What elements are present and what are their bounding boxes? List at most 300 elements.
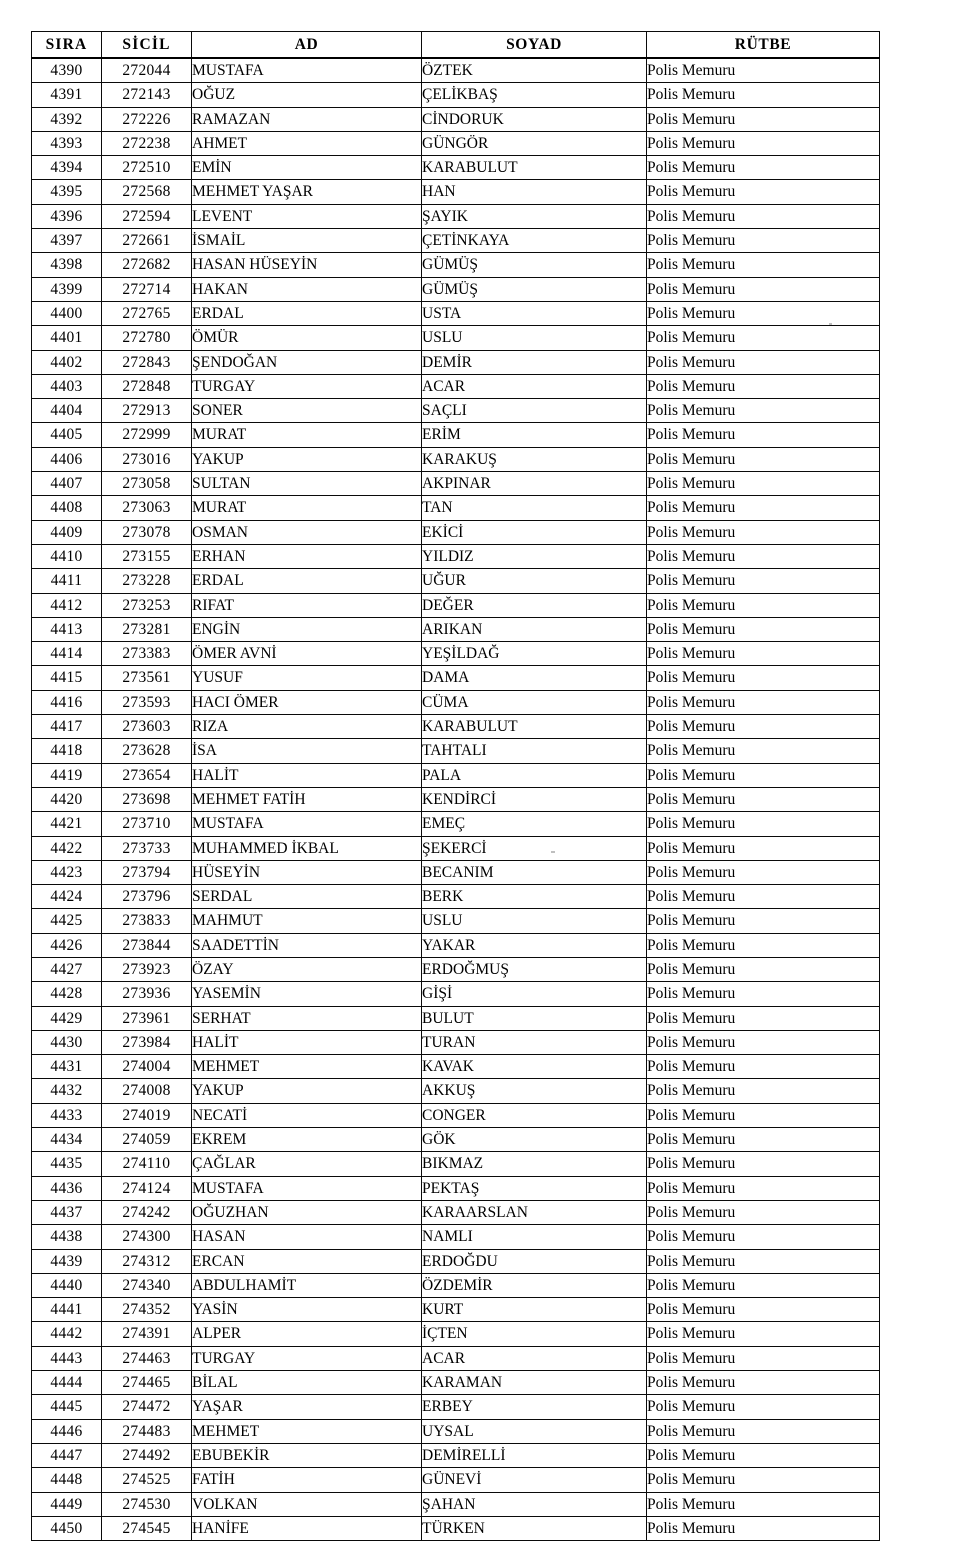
cell-sicil: 273281 xyxy=(102,617,192,641)
cell-sicil: 273733 xyxy=(102,836,192,860)
cell-sira: 4443 xyxy=(32,1346,102,1370)
cell-soyad: ÇETİNKAYA xyxy=(422,229,647,253)
cell-sicil: 273593 xyxy=(102,690,192,714)
table-row xyxy=(32,739,880,763)
cell-rutbe: Polis Memuru xyxy=(647,1200,880,1224)
cell-sira: 4430 xyxy=(32,1030,102,1054)
cell-ad: MUSTAFA xyxy=(192,812,422,836)
cell-sicil: 273844 xyxy=(102,933,192,957)
cell-ad: MEHMET YAŞAR xyxy=(192,180,422,204)
cell-sira: 4429 xyxy=(32,1006,102,1030)
cell-sira: 4405 xyxy=(32,423,102,447)
cell-soyad: ERBEY xyxy=(422,1395,647,1419)
cell-sira: 4422 xyxy=(32,836,102,860)
cell-sira: 4436 xyxy=(32,1176,102,1200)
cell-ad: EMİN xyxy=(192,156,422,180)
cell-ad: OSMAN xyxy=(192,520,422,544)
cell-sicil: 272044 xyxy=(102,58,192,83)
cell-rutbe: Polis Memuru xyxy=(647,836,880,860)
table-row xyxy=(32,301,880,325)
cell-rutbe: Polis Memuru xyxy=(647,1152,880,1176)
cell-ad: MUSTAFA xyxy=(192,58,422,83)
table-row xyxy=(32,350,880,374)
cell-rutbe: Polis Memuru xyxy=(647,1079,880,1103)
cell-rutbe: Polis Memuru xyxy=(647,301,880,325)
cell-sicil: 273833 xyxy=(102,909,192,933)
cell-rutbe: Polis Memuru xyxy=(647,1273,880,1297)
cell-rutbe: Polis Memuru xyxy=(647,593,880,617)
cell-rutbe: Polis Memuru xyxy=(647,1030,880,1054)
table-row xyxy=(32,447,880,471)
cell-ad: ERHAN xyxy=(192,544,422,568)
cell-sira: 4440 xyxy=(32,1273,102,1297)
cell-soyad: ŞEKERCİ xyxy=(422,836,647,860)
cell-soyad: ÇELİKBAŞ xyxy=(422,83,647,107)
column-header-sira: SIRA xyxy=(32,32,102,59)
cell-soyad: SAÇLI xyxy=(422,399,647,423)
cell-soyad: USTA xyxy=(422,301,647,325)
cell-soyad: GÖK xyxy=(422,1128,647,1152)
cell-soyad: YEŞİLDAĞ xyxy=(422,642,647,666)
cell-sicil: 272682 xyxy=(102,253,192,277)
table-row xyxy=(32,156,880,180)
cell-sicil: 272765 xyxy=(102,301,192,325)
cell-sicil: 273710 xyxy=(102,812,192,836)
cell-rutbe: Polis Memuru xyxy=(647,690,880,714)
cell-ad: HASAN xyxy=(192,1225,422,1249)
cell-sira: 4403 xyxy=(32,374,102,398)
cell-rutbe: Polis Memuru xyxy=(647,763,880,787)
cell-rutbe: Polis Memuru xyxy=(647,860,880,884)
table-row xyxy=(32,1273,880,1297)
cell-soyad: GİŞİ xyxy=(422,982,647,1006)
cell-rutbe: Polis Memuru xyxy=(647,1103,880,1127)
cell-rutbe: Polis Memuru xyxy=(647,156,880,180)
cell-sira: 4392 xyxy=(32,107,102,131)
cell-rutbe: Polis Memuru xyxy=(647,812,880,836)
cell-sira: 4404 xyxy=(32,399,102,423)
cell-sira: 4409 xyxy=(32,520,102,544)
cell-ad: FATİH xyxy=(192,1468,422,1492)
cell-sira: 4411 xyxy=(32,569,102,593)
cell-ad: HAKAN xyxy=(192,277,422,301)
cell-rutbe: Polis Memuru xyxy=(647,569,880,593)
cell-rutbe: Polis Memuru xyxy=(647,1516,880,1540)
cell-sira: 4416 xyxy=(32,690,102,714)
cell-sira: 4445 xyxy=(32,1395,102,1419)
cell-soyad: ACAR xyxy=(422,374,647,398)
cell-soyad: İÇTEN xyxy=(422,1322,647,1346)
cell-ad: MUSTAFA xyxy=(192,1176,422,1200)
cell-rutbe: Polis Memuru xyxy=(647,1322,880,1346)
table-row xyxy=(32,131,880,155)
cell-rutbe: Polis Memuru xyxy=(647,1443,880,1467)
cell-sira: 4406 xyxy=(32,447,102,471)
cell-ad: ABDULHAMİT xyxy=(192,1273,422,1297)
cell-sicil: 274465 xyxy=(102,1371,192,1395)
cell-sicil: 273228 xyxy=(102,569,192,593)
cell-rutbe: Polis Memuru xyxy=(647,1055,880,1079)
cell-sicil: 272848 xyxy=(102,374,192,398)
cell-ad: SAADETTİN xyxy=(192,933,422,957)
table-row xyxy=(32,715,880,739)
table-row xyxy=(32,1030,880,1054)
cell-sicil: 272999 xyxy=(102,423,192,447)
table-header xyxy=(32,32,880,59)
cell-sira: 4423 xyxy=(32,860,102,884)
cell-sicil: 273796 xyxy=(102,885,192,909)
cell-sicil: 274545 xyxy=(102,1516,192,1540)
cell-ad: SULTAN xyxy=(192,472,422,496)
table-row xyxy=(32,957,880,981)
cell-sira: 4425 xyxy=(32,909,102,933)
table-row xyxy=(32,1152,880,1176)
cell-sicil: 272780 xyxy=(102,326,192,350)
table-row xyxy=(32,423,880,447)
cell-rutbe: Polis Memuru xyxy=(647,715,880,739)
cell-soyad: AKKUŞ xyxy=(422,1079,647,1103)
cell-rutbe: Polis Memuru xyxy=(647,982,880,1006)
cell-ad: HACI ÖMER xyxy=(192,690,422,714)
cell-sira: 4413 xyxy=(32,617,102,641)
cell-sira: 4412 xyxy=(32,593,102,617)
cell-ad: ERCAN xyxy=(192,1249,422,1273)
cell-rutbe: Polis Memuru xyxy=(647,399,880,423)
cell-rutbe: Polis Memuru xyxy=(647,642,880,666)
cell-rutbe: Polis Memuru xyxy=(647,1176,880,1200)
cell-sira: 4450 xyxy=(32,1516,102,1540)
cell-rutbe: Polis Memuru xyxy=(647,1419,880,1443)
cell-soyad: DEMİRELLİ xyxy=(422,1443,647,1467)
cell-ad: ENGİN xyxy=(192,617,422,641)
cell-sira: 4424 xyxy=(32,885,102,909)
cell-sira: 4418 xyxy=(32,739,102,763)
cell-soyad: ŞAHAN xyxy=(422,1492,647,1516)
cell-soyad: YILDIZ xyxy=(422,544,647,568)
cell-sicil: 274492 xyxy=(102,1443,192,1467)
cell-sicil: 274019 xyxy=(102,1103,192,1127)
cell-ad: OĞUZ xyxy=(192,83,422,107)
cell-soyad: TAN xyxy=(422,496,647,520)
cell-sira: 4399 xyxy=(32,277,102,301)
cell-soyad: KAVAK xyxy=(422,1055,647,1079)
cell-ad: YAŞAR xyxy=(192,1395,422,1419)
cell-ad: HALİT xyxy=(192,763,422,787)
cell-ad: YASİN xyxy=(192,1298,422,1322)
cell-sicil: 273561 xyxy=(102,666,192,690)
table-row xyxy=(32,933,880,957)
cell-sira: 4402 xyxy=(32,350,102,374)
cell-sicil: 273794 xyxy=(102,860,192,884)
cell-sicil: 272568 xyxy=(102,180,192,204)
cell-sira: 4449 xyxy=(32,1492,102,1516)
cell-soyad: KURT xyxy=(422,1298,647,1322)
cell-ad: SERDAL xyxy=(192,885,422,909)
table-row xyxy=(32,1055,880,1079)
column-header-rutbe: RÜTBE xyxy=(647,32,880,59)
cell-sira: 4441 xyxy=(32,1298,102,1322)
cell-sicil: 273063 xyxy=(102,496,192,520)
cell-ad: ERDAL xyxy=(192,569,422,593)
cell-sicil: 274352 xyxy=(102,1298,192,1322)
cell-sira: 4427 xyxy=(32,957,102,981)
table-row xyxy=(32,253,880,277)
table-row xyxy=(32,1516,880,1540)
cell-sira: 4432 xyxy=(32,1079,102,1103)
cell-ad: RIZA xyxy=(192,715,422,739)
cell-ad: YASEMİN xyxy=(192,982,422,1006)
cell-sira: 4390 xyxy=(32,58,102,83)
cell-sira: 4421 xyxy=(32,812,102,836)
table-row xyxy=(32,496,880,520)
cell-ad: SONER xyxy=(192,399,422,423)
cell-sicil: 273078 xyxy=(102,520,192,544)
cell-ad: İSMAİL xyxy=(192,229,422,253)
cell-sira: 4398 xyxy=(32,253,102,277)
cell-sicil: 274525 xyxy=(102,1468,192,1492)
cell-sira: 4420 xyxy=(32,787,102,811)
cell-ad: VOLKAN xyxy=(192,1492,422,1516)
cell-sira: 4431 xyxy=(32,1055,102,1079)
table-row xyxy=(32,690,880,714)
cell-sira: 4414 xyxy=(32,642,102,666)
cell-sira: 4438 xyxy=(32,1225,102,1249)
cell-rutbe: Polis Memuru xyxy=(647,83,880,107)
table-row xyxy=(32,1346,880,1370)
cell-soyad: GÜMÜŞ xyxy=(422,277,647,301)
cell-ad: SERHAT xyxy=(192,1006,422,1030)
cell-rutbe: Polis Memuru xyxy=(647,909,880,933)
cell-soyad: YAKAR xyxy=(422,933,647,957)
cell-sira: 4401 xyxy=(32,326,102,350)
cell-rutbe: Polis Memuru xyxy=(647,885,880,909)
cell-rutbe: Polis Memuru xyxy=(647,544,880,568)
column-header-sicil: SİCİL xyxy=(102,32,192,59)
cell-soyad: ARIKAN xyxy=(422,617,647,641)
table-row xyxy=(32,666,880,690)
cell-ad: İSA xyxy=(192,739,422,763)
cell-sicil: 272714 xyxy=(102,277,192,301)
cell-sicil: 273628 xyxy=(102,739,192,763)
cell-ad: NECATİ xyxy=(192,1103,422,1127)
cell-rutbe: Polis Memuru xyxy=(647,253,880,277)
cell-sira: 4434 xyxy=(32,1128,102,1152)
table-row xyxy=(32,1128,880,1152)
table-container xyxy=(31,31,879,1541)
cell-sicil: 273984 xyxy=(102,1030,192,1054)
cell-soyad: ERDOĞMUŞ xyxy=(422,957,647,981)
cell-rutbe: Polis Memuru xyxy=(647,666,880,690)
cell-sicil: 273603 xyxy=(102,715,192,739)
cell-sira: 4415 xyxy=(32,666,102,690)
table-row xyxy=(32,277,880,301)
cell-soyad: BIKMAZ xyxy=(422,1152,647,1176)
cell-soyad: ACAR xyxy=(422,1346,647,1370)
cell-ad: MAHMUT xyxy=(192,909,422,933)
cell-rutbe: Polis Memuru xyxy=(647,326,880,350)
cell-ad: MUHAMMED İKBAL xyxy=(192,836,422,860)
cell-sicil: 273698 xyxy=(102,787,192,811)
table-row xyxy=(32,204,880,228)
cell-ad: RAMAZAN xyxy=(192,107,422,131)
cell-soyad: TURAN xyxy=(422,1030,647,1054)
cell-ad: TURGAY xyxy=(192,374,422,398)
cell-ad: HASAN HÜSEYİN xyxy=(192,253,422,277)
table-row xyxy=(32,399,880,423)
column-header-soyad: SOYAD xyxy=(422,32,647,59)
cell-sicil: 274340 xyxy=(102,1273,192,1297)
cell-ad: BİLAL xyxy=(192,1371,422,1395)
cell-sicil: 273936 xyxy=(102,982,192,1006)
cell-ad: ÖMER AVNİ xyxy=(192,642,422,666)
cell-ad: TURGAY xyxy=(192,1346,422,1370)
table-row xyxy=(32,812,880,836)
cell-rutbe: Polis Memuru xyxy=(647,180,880,204)
table-row xyxy=(32,1322,880,1346)
table-body xyxy=(32,58,880,1541)
cell-ad: YAKUP xyxy=(192,1079,422,1103)
table-row xyxy=(32,1249,880,1273)
cell-sira: 4394 xyxy=(32,156,102,180)
table-row xyxy=(32,229,880,253)
header-row xyxy=(32,32,880,59)
cell-sicil: 272843 xyxy=(102,350,192,374)
cell-rutbe: Polis Memuru xyxy=(647,520,880,544)
cell-rutbe: Polis Memuru xyxy=(647,350,880,374)
table-row xyxy=(32,763,880,787)
cell-soyad: DEMİR xyxy=(422,350,647,374)
cell-ad: MURAT xyxy=(192,423,422,447)
cell-sicil: 273961 xyxy=(102,1006,192,1030)
cell-sicil: 274312 xyxy=(102,1249,192,1273)
cell-sicil: 274530 xyxy=(102,1492,192,1516)
cell-ad: MEHMET xyxy=(192,1419,422,1443)
cell-soyad: KARAARSLAN xyxy=(422,1200,647,1224)
cell-ad: EKREM xyxy=(192,1128,422,1152)
cell-ad: AHMET xyxy=(192,131,422,155)
cell-sicil: 274300 xyxy=(102,1225,192,1249)
table-row xyxy=(32,1443,880,1467)
cell-soyad: ÖZTEK xyxy=(422,58,647,83)
cell-ad: ÖZAY xyxy=(192,957,422,981)
cell-soyad: TÜRKEN xyxy=(422,1516,647,1540)
cell-soyad: DAMA xyxy=(422,666,647,690)
personnel-roster-table xyxy=(31,31,880,1541)
table-row xyxy=(32,1006,880,1030)
cell-soyad: BECANIM xyxy=(422,860,647,884)
cell-sicil: 273923 xyxy=(102,957,192,981)
cell-rutbe: Polis Memuru xyxy=(647,204,880,228)
cell-sira: 4407 xyxy=(32,472,102,496)
table-row xyxy=(32,83,880,107)
table-row xyxy=(32,1225,880,1249)
cell-soyad: KARAKUŞ xyxy=(422,447,647,471)
cell-sira: 4439 xyxy=(32,1249,102,1273)
column-header-ad: AD xyxy=(192,32,422,59)
cell-ad: YAKUP xyxy=(192,447,422,471)
cell-sira: 4446 xyxy=(32,1419,102,1443)
cell-sicil: 272238 xyxy=(102,131,192,155)
table-row xyxy=(32,885,880,909)
cell-rutbe: Polis Memuru xyxy=(647,107,880,131)
cell-sira: 4408 xyxy=(32,496,102,520)
cell-soyad: EMEÇ xyxy=(422,812,647,836)
cell-rutbe: Polis Memuru xyxy=(647,496,880,520)
cell-sira: 4417 xyxy=(32,715,102,739)
cell-rutbe: Polis Memuru xyxy=(647,1298,880,1322)
table-row xyxy=(32,1371,880,1395)
cell-ad: OĞUZHAN xyxy=(192,1200,422,1224)
cell-ad: LEVENT xyxy=(192,204,422,228)
cell-rutbe: Polis Memuru xyxy=(647,957,880,981)
cell-sicil: 274110 xyxy=(102,1152,192,1176)
cell-rutbe: Polis Memuru xyxy=(647,1492,880,1516)
table-row xyxy=(32,787,880,811)
table-row xyxy=(32,836,880,860)
cell-rutbe: Polis Memuru xyxy=(647,229,880,253)
table-row xyxy=(32,58,880,83)
cell-ad: ÖMÜR xyxy=(192,326,422,350)
cell-sicil: 274472 xyxy=(102,1395,192,1419)
cell-sira: 4442 xyxy=(32,1322,102,1346)
cell-ad: HÜSEYİN xyxy=(192,860,422,884)
cell-sira: 4448 xyxy=(32,1468,102,1492)
cell-sira: 4397 xyxy=(32,229,102,253)
cell-rutbe: Polis Memuru xyxy=(647,739,880,763)
cell-rutbe: Polis Memuru xyxy=(647,447,880,471)
cell-rutbe: Polis Memuru xyxy=(647,374,880,398)
cell-soyad: ÖZDEMİR xyxy=(422,1273,647,1297)
cell-sicil: 274242 xyxy=(102,1200,192,1224)
cell-sicil: 274059 xyxy=(102,1128,192,1152)
cell-soyad: PALA xyxy=(422,763,647,787)
cell-soyad: USLU xyxy=(422,909,647,933)
cell-soyad: BERK xyxy=(422,885,647,909)
table-row xyxy=(32,1200,880,1224)
cell-ad: EBUBEKİR xyxy=(192,1443,422,1467)
table-row xyxy=(32,180,880,204)
cell-sira: 4395 xyxy=(32,180,102,204)
cell-sira: 4393 xyxy=(32,131,102,155)
table-row xyxy=(32,909,880,933)
cell-soyad: KARABULUT xyxy=(422,156,647,180)
cell-ad: ÇAĞLAR xyxy=(192,1152,422,1176)
cell-soyad: GÜNGÖR xyxy=(422,131,647,155)
cell-sicil: 273058 xyxy=(102,472,192,496)
cell-sicil: 273016 xyxy=(102,447,192,471)
table-row xyxy=(32,326,880,350)
cell-soyad: ŞAYIK xyxy=(422,204,647,228)
table-row xyxy=(32,860,880,884)
cell-rutbe: Polis Memuru xyxy=(647,58,880,83)
table-row xyxy=(32,569,880,593)
cell-rutbe: Polis Memuru xyxy=(647,787,880,811)
table-row xyxy=(32,617,880,641)
table-row xyxy=(32,1468,880,1492)
cell-rutbe: Polis Memuru xyxy=(647,1128,880,1152)
cell-rutbe: Polis Memuru xyxy=(647,1371,880,1395)
cell-soyad: KARABULUT xyxy=(422,715,647,739)
cell-soyad: ERDOĞDU xyxy=(422,1249,647,1273)
cell-rutbe: Polis Memuru xyxy=(647,423,880,447)
table-row xyxy=(32,1419,880,1443)
table-row xyxy=(32,642,880,666)
cell-rutbe: Polis Memuru xyxy=(647,131,880,155)
cell-ad: RIFAT xyxy=(192,593,422,617)
cell-soyad: HAN xyxy=(422,180,647,204)
cell-sira: 4400 xyxy=(32,301,102,325)
cell-sira: 4391 xyxy=(32,83,102,107)
